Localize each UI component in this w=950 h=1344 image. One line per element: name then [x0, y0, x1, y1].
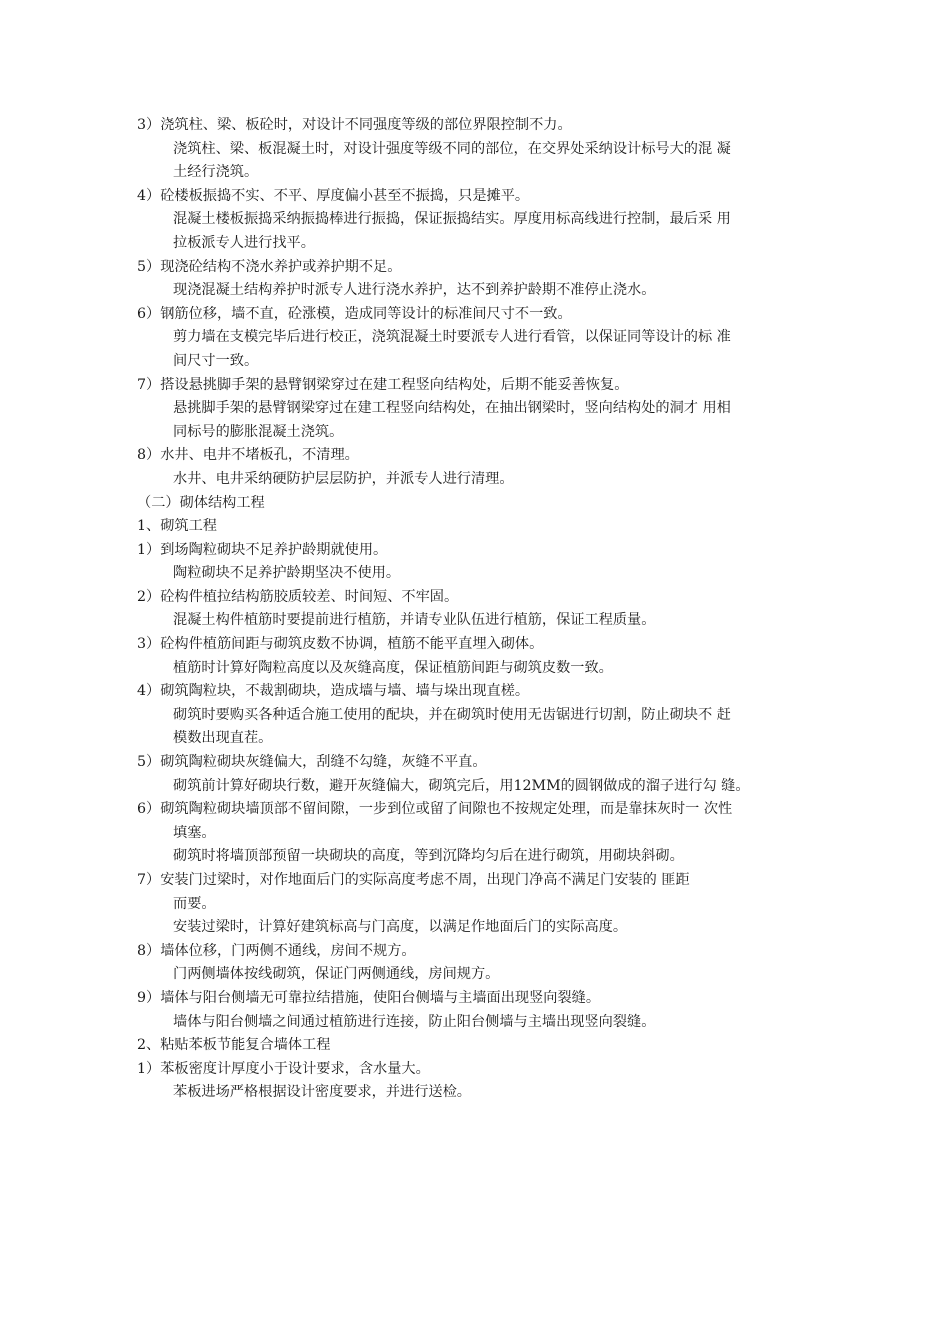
item-heading-line: 4）砌筑陶粒块，不裁割砌块，造成墙与墙、墙与垛出现直槎。: [137, 683, 530, 700]
item-heading-line: 3）砼构件植筋间距与砌筑皮数不协调，植筋不能平直埋入砌体。: [137, 636, 544, 653]
item-heading-line: 3）浇筑柱、梁、板砼时，对设计不同强度等级的部位界限控制不力。: [137, 117, 572, 133]
item-heading-line: 1）苯板密度计厚度小于设计要求，含水量大。: [137, 1060, 430, 1077]
item-heading-line: 4）砼楼板振捣不实、不平、厚度偏小甚至不振捣，只是摊平。: [137, 187, 530, 204]
item-heading-line: （二）砌体结构工程: [137, 494, 265, 511]
item-heading-line: 9）墙体与阳台侧墙无可靠拉结措施，使阳台侧墙与主墙面出现竖向裂缝。: [137, 989, 601, 1006]
item-heading-line: 2、粘贴苯板节能复合墙体工程: [137, 1037, 331, 1054]
document-body: [137, 114, 822, 1105]
body-text-line: 砌筑前计算好砌块行数，避开灰缝偏大，砌筑完后，用12MM的圆钢做成的溜子进行勾 缝。: [173, 777, 750, 794]
body-text-line: 拉板派专人进行找平。: [173, 234, 315, 251]
item-heading-line: 7）搭设悬挑脚手架的悬臂钢梁穿过在建工程竖向结构处，后期不能妥善恢复。: [137, 376, 629, 393]
item-heading-line: 7）安装门过梁时，对作地面后门的实际高度考虑不周，出现门净高不满足门安装的 匪距: [137, 872, 690, 888]
body-text-line: 混凝土构件植筋时要提前进行植筋，并请专业队伍进行植筋，保证工程质量。: [173, 612, 656, 629]
body-text-line: 间尺寸一致。: [173, 352, 259, 369]
item-heading-line: 8）水井、电井不堵板孔，不清理。: [137, 447, 359, 464]
item-heading-line: 8）墙体位移，门两侧不通线，房间不规方。: [137, 942, 416, 959]
body-text-line: 墙体与阳台侧墙之间通过植筋进行连接，防止阳台侧墙与主墙出现竖向裂缝。: [173, 1013, 656, 1030]
item-heading-line: 2）砼构件植拉结构筋胶质较差、时间短、不牢固。: [137, 588, 459, 605]
body-text-line: 植筋时计算好陶粒高度以及灰缝高度，保证植筋间距与砌筑皮数一致。: [173, 659, 613, 676]
body-text-line: 陶粒砌块不足养护龄期坚决不使用。: [173, 565, 401, 582]
body-text-line: 苯板进场严格根据设计密度要求，并进行送检。: [173, 1084, 471, 1101]
body-text-line: 土经行浇筑。: [173, 164, 259, 181]
item-heading-line: 6）砌筑陶粒砌块墙顶部不留间隙，一步到位或留了间隙也不按规定处理，而是靠抹灰时一 次性: [137, 801, 733, 818]
body-text-line: 安装过梁时，计算好建筑标高与门高度，以满足作地面后门的实际高度。: [173, 919, 628, 936]
body-text-line: 砌筑时将墙顶部预留一块砌块的高度，等到沉降均匀后在进行砌筑，用砌块斜砌。: [173, 848, 684, 865]
body-text-line: 模数出现直茬。: [173, 730, 273, 747]
body-text-line: 剪力墙在支模完毕后进行校正，浇筑混凝土时要派专人进行看管，以保证同等设计的标 准: [173, 329, 731, 346]
body-text-line: 门两侧墙体按线砌筑，保证门两侧通线，房间规方。: [173, 966, 500, 983]
body-text-line: 砌筑时要购买各种适合施工使用的配块，并在砌筑时使用无齿锯进行切割，防止砌块不 赶: [173, 706, 731, 723]
body-text-line: 混凝土楼板振捣采纳振捣棒进行振捣，保证振捣结实。厚度用标高线进行控制，最后采 用: [173, 211, 731, 228]
body-text-line: 浇筑柱、梁、板混凝土时，对设计强度等级不同的部位，在交界处采纳设计标号大的混 凝: [173, 140, 731, 157]
body-text-line: 同标号的膨胀混凝土浇筑。: [173, 423, 344, 440]
body-text-line: 而要。: [173, 895, 216, 912]
body-text-line: 水井、电井采纳硬防护层层防护，并派专人进行清理。: [173, 470, 514, 487]
body-text-line: 悬挑脚手架的悬臂钢梁穿过在建工程竖向结构处，在抽出钢梁时，竖向结构处的洞才 用相: [173, 400, 731, 417]
item-heading-line: 5）砌筑陶粒砌块灰缝偏大，刮缝不勾缝，灰缝不平直。: [137, 754, 487, 771]
body-text-line: 现浇混凝土结构养护时派专人进行浇水养护，达不到养护龄期不准停止浇水。: [173, 282, 656, 299]
item-heading-line: 1）到场陶粒砌块不足养护龄期就使用。: [137, 541, 388, 558]
item-heading-line: 1、砌筑工程: [137, 518, 217, 535]
item-heading-line: 6）钢筋位移，墙不直，砼涨模，造成同等设计的标准间尺寸不一致。: [137, 305, 572, 322]
item-heading-line: 5）现浇砼结构不浇水养护或养护期不足。: [137, 258, 402, 275]
body-text-line: 填塞。: [173, 824, 216, 841]
